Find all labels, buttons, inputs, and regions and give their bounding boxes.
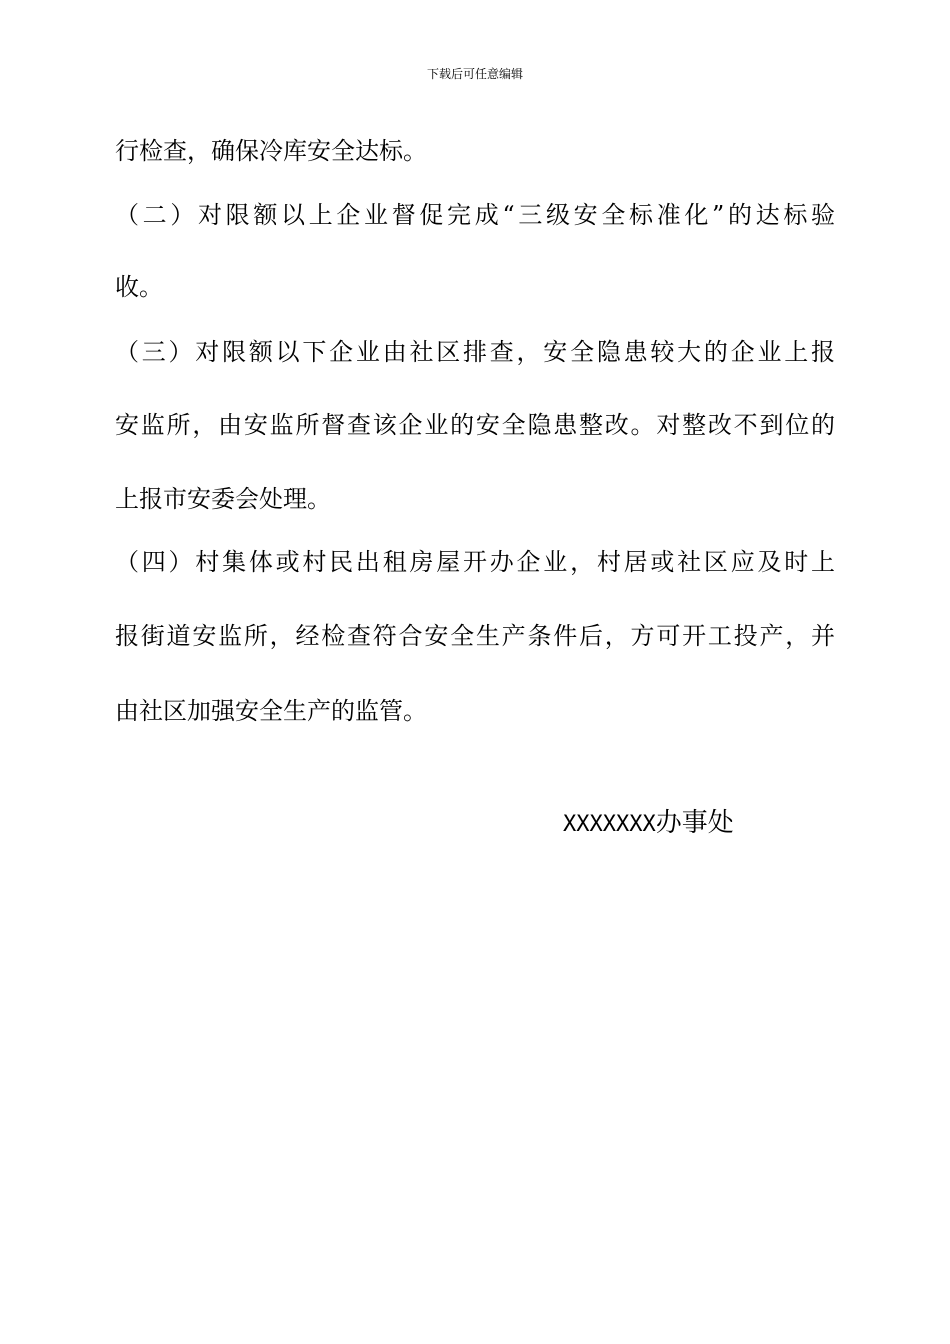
paragraph-line: 由社区加强安全生产的监管。 bbox=[115, 697, 427, 725]
header-note: 下载后可任意编辑 bbox=[426, 67, 523, 81]
signature-org-code: XXXXXXX bbox=[563, 812, 656, 837]
paragraph-line: 行检查，确保冷库安全达标。 bbox=[115, 137, 427, 165]
paragraph-line: 报街道安监所，经检查符合安全生产条件后，方可开工投产，并 bbox=[115, 622, 835, 650]
paragraph-line: 上报市安委会处理。 bbox=[115, 485, 331, 513]
paragraph-line: （二）对限额以上企业督促完成“三级安全标准化”的达标验 bbox=[115, 201, 835, 229]
signature-org-suffix: 办事处 bbox=[655, 808, 734, 838]
paragraph-line: （四）村集体或村民出租房屋开办企业，村居或社区应及时上 bbox=[115, 548, 835, 576]
paragraph-line: （三）对限额以下企业由社区排查，安全隐患较大的企业上报 bbox=[115, 338, 835, 366]
signature-block bbox=[563, 806, 734, 842]
paragraph-line: 收。 bbox=[115, 273, 163, 301]
paragraph-line: 安监所，由安监所督查该企业的安全隐患整改。对整改不到位的 bbox=[115, 411, 835, 439]
